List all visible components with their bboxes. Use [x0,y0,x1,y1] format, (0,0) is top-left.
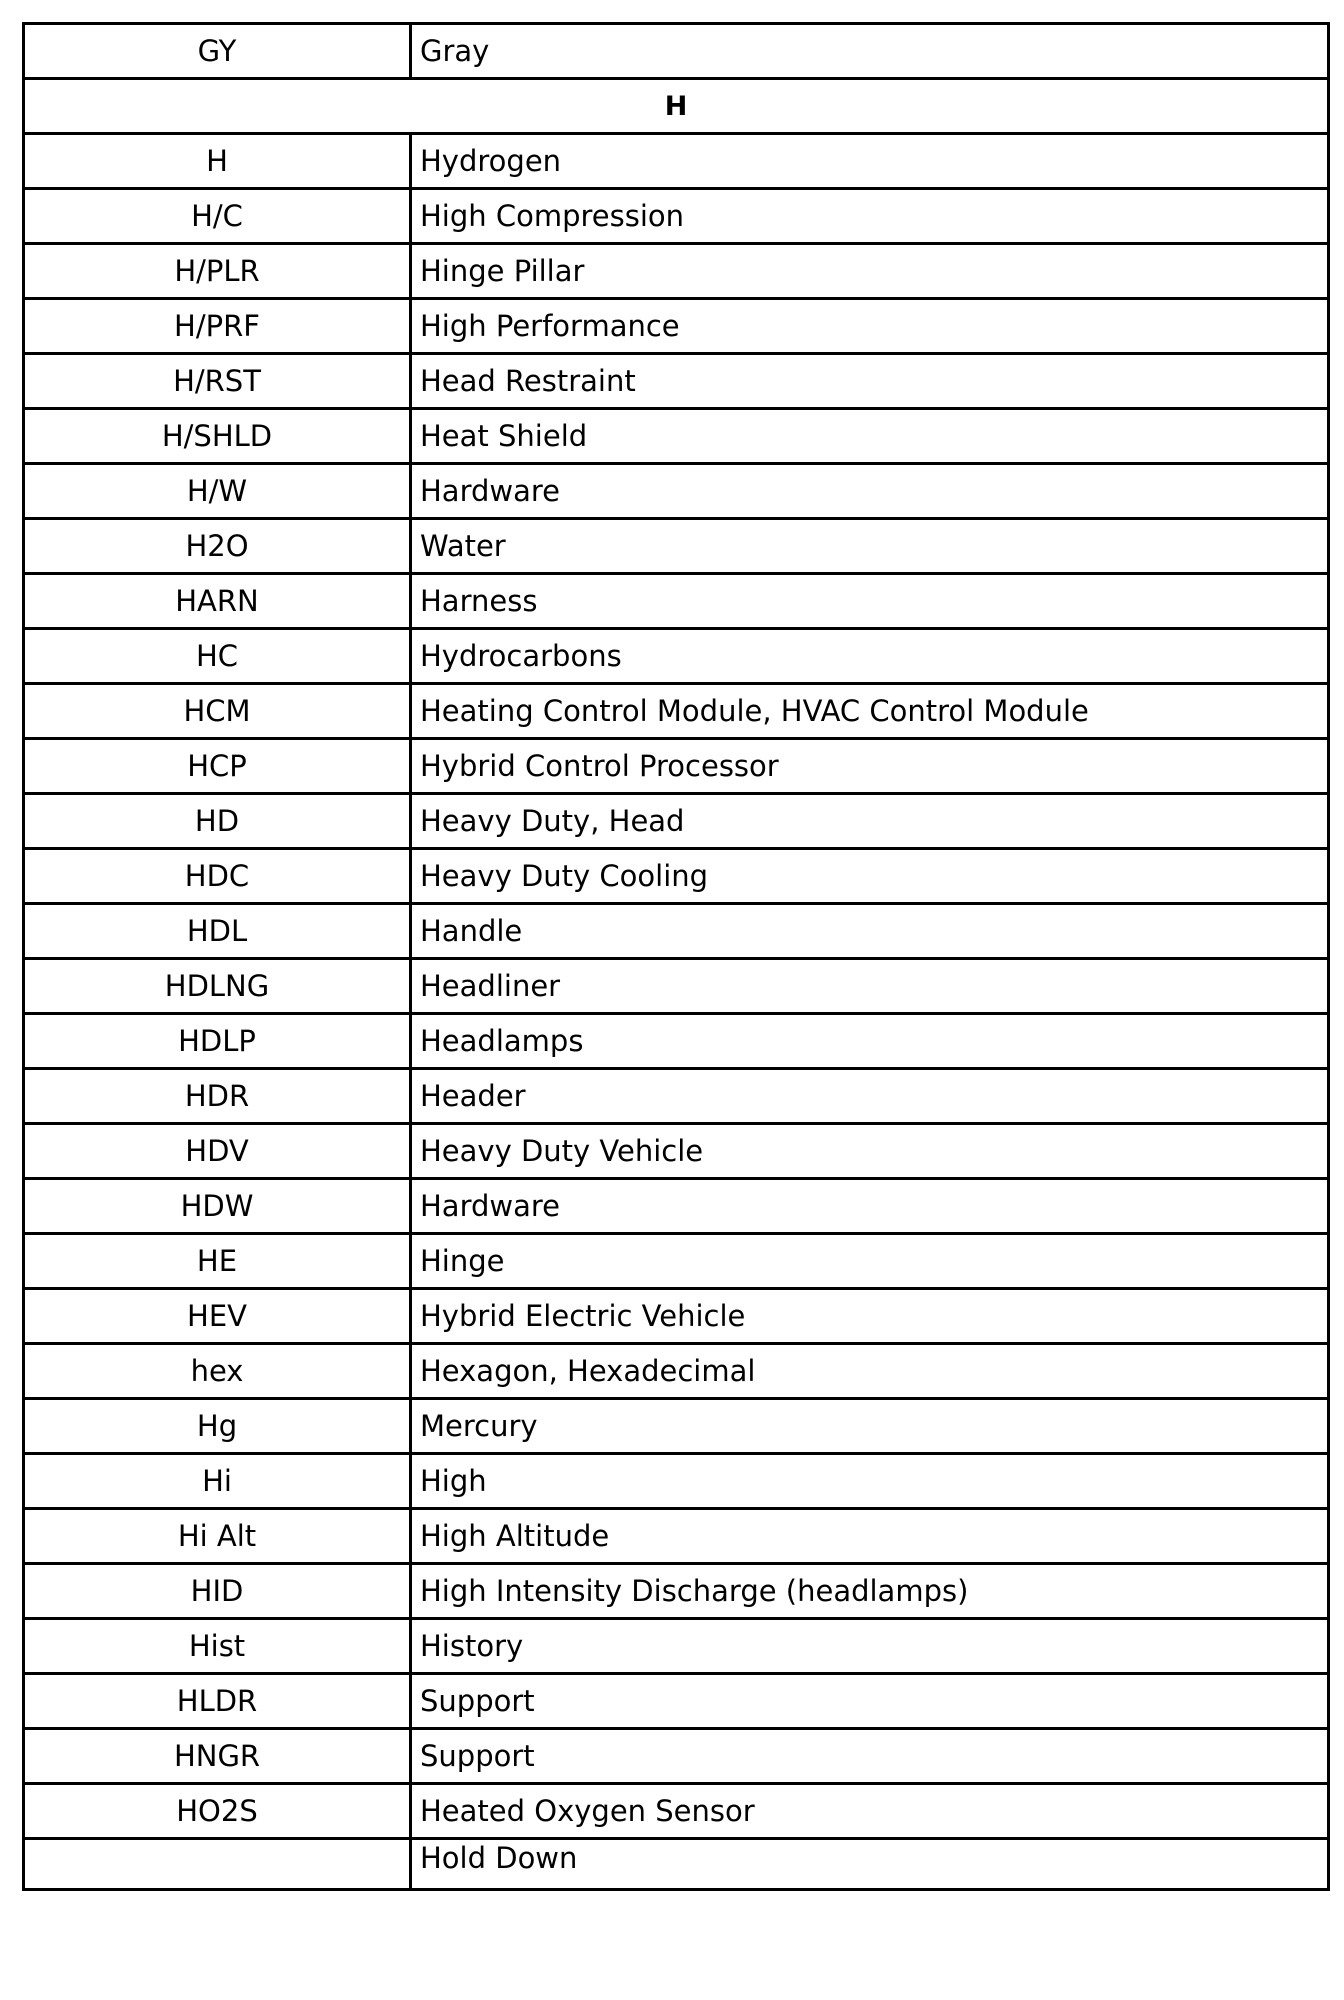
meaning-cell: Hybrid Control Processor [411,739,1329,794]
abbreviation-cell: H/PRF [24,299,411,354]
abbreviation-table [22,22,1330,1891]
abbreviation-cell: H [24,134,411,189]
table-row [24,244,1329,299]
table-row [24,849,1329,904]
abbreviation-cell: HID [24,1564,411,1619]
abbreviation-cell [24,1839,411,1890]
meaning-cell: Head Restraint [411,354,1329,409]
meaning-cell: Hybrid Electric Vehicle [411,1289,1329,1344]
table-row [24,1399,1329,1454]
abbreviation-cell: H2O [24,519,411,574]
meaning-cell: Hinge Pillar [411,244,1329,299]
table-row [24,24,1329,79]
table-row [24,134,1329,189]
abbreviation-cell: H/W [24,464,411,519]
abbreviation-cell: H/PLR [24,244,411,299]
table-row [24,299,1329,354]
abbreviation-cell: HEV [24,1289,411,1344]
meaning-cell: Hardware [411,1179,1329,1234]
table-row [24,739,1329,794]
table-row [24,1124,1329,1179]
abbreviation-cell: Hg [24,1399,411,1454]
meaning-cell: Harness [411,574,1329,629]
meaning-cell: Heated Oxygen Sensor [411,1784,1329,1839]
abbreviation-cell: Hi [24,1454,411,1509]
table-row [24,629,1329,684]
meaning-cell: Handle [411,904,1329,959]
section-row [24,79,1329,134]
table-row [24,1289,1329,1344]
table-row [24,519,1329,574]
meaning-cell: Headliner [411,959,1329,1014]
table-row [24,1509,1329,1564]
meaning-cell: High Intensity Discharge (headlamps) [411,1564,1329,1619]
abbreviation-table-body [24,24,1329,1890]
abbreviation-cell: HDL [24,904,411,959]
meaning-cell: Hinge [411,1234,1329,1289]
abbreviation-cell: HO2S [24,1784,411,1839]
table-row [24,959,1329,1014]
abbreviation-cell: H/SHLD [24,409,411,464]
abbreviation-cell: HNGR [24,1729,411,1784]
abbreviation-cell: HCP [24,739,411,794]
table-row [24,189,1329,244]
table-row [24,409,1329,464]
meaning-cell: Mercury [411,1399,1329,1454]
abbreviation-cell: Hist [24,1619,411,1674]
meaning-cell: Heating Control Module, HVAC Control Module [411,684,1329,739]
table-row [24,1619,1329,1674]
meaning-cell: Support [411,1729,1329,1784]
meaning-cell: High [411,1454,1329,1509]
meaning-cell: Heavy Duty Vehicle [411,1124,1329,1179]
meaning-cell: Hold Down [411,1839,1329,1890]
abbreviation-cell: HDV [24,1124,411,1179]
meaning-cell: Hexagon, Hexadecimal [411,1344,1329,1399]
table-row [24,1014,1329,1069]
meaning-cell: Gray [411,24,1329,79]
abbreviation-cell: HC [24,629,411,684]
table-row [24,354,1329,409]
meaning-cell: History [411,1619,1329,1674]
table-row [24,1069,1329,1124]
meaning-cell: Heat Shield [411,409,1329,464]
meaning-cell: Support [411,1674,1329,1729]
table-row [24,1234,1329,1289]
abbreviation-cell: HDLNG [24,959,411,1014]
table-row [24,1674,1329,1729]
abbreviation-cell: Hi Alt [24,1509,411,1564]
table-row [24,1344,1329,1399]
meaning-cell: Hardware [411,464,1329,519]
abbreviation-cell: H/RST [24,354,411,409]
abbreviation-cell: hex [24,1344,411,1399]
table-row [24,794,1329,849]
meaning-cell: Hydrogen [411,134,1329,189]
table-row [24,1564,1329,1619]
meaning-cell: High Compression [411,189,1329,244]
meaning-cell: Water [411,519,1329,574]
abbreviation-cell: GY [24,24,411,79]
meaning-cell: High Altitude [411,1509,1329,1564]
table-row [24,904,1329,959]
meaning-cell: Heavy Duty, Head [411,794,1329,849]
section-heading: H [24,79,1329,134]
table-row [24,574,1329,629]
table-row [24,1729,1329,1784]
abbreviation-cell: HDW [24,1179,411,1234]
table-row [24,1784,1329,1839]
meaning-cell: Heavy Duty Cooling [411,849,1329,904]
abbreviation-cell: HLDR [24,1674,411,1729]
abbreviation-cell: H/C [24,189,411,244]
meaning-cell: Header [411,1069,1329,1124]
meaning-cell: Hydrocarbons [411,629,1329,684]
meaning-cell: Headlamps [411,1014,1329,1069]
table-row [24,464,1329,519]
abbreviation-cell: HDC [24,849,411,904]
abbreviation-cell: HE [24,1234,411,1289]
table-row [24,1454,1329,1509]
abbreviation-cell: HCM [24,684,411,739]
abbreviation-cell: HD [24,794,411,849]
abbreviation-cell: HARN [24,574,411,629]
table-row [24,684,1329,739]
meaning-cell: High Performance [411,299,1329,354]
table-row [24,1179,1329,1234]
abbreviation-cell: HDR [24,1069,411,1124]
abbreviation-cell: HDLP [24,1014,411,1069]
table-row [24,1839,1329,1890]
